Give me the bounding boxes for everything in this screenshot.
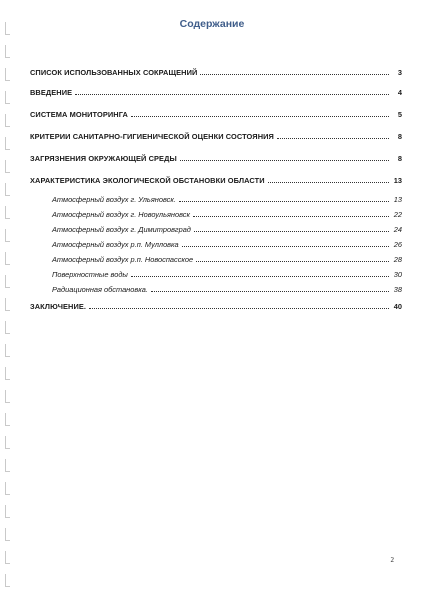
dot-leader [268, 182, 389, 183]
toc-entry-page: 3 [397, 68, 402, 77]
page-number: 2 [390, 556, 394, 564]
binding-mark [5, 505, 10, 518]
toc-subsection-entry [52, 195, 402, 204]
toc-section-entry [30, 68, 402, 77]
toc-entry-label: Радиационная обстановка. [52, 285, 148, 294]
dot-leader [179, 201, 389, 202]
binding-holes [0, 22, 14, 592]
toc-subsection-entry [52, 270, 402, 279]
toc-entry-page: 24 [393, 225, 402, 234]
toc-section-entry [30, 176, 402, 185]
dot-leader [75, 94, 389, 95]
toc-entry-label: Атмосферный воздух р.п. Мулловка [52, 240, 179, 249]
toc-entry-label: Поверхностные воды [52, 270, 128, 279]
dot-leader [277, 138, 389, 139]
binding-mark [5, 206, 10, 219]
toc-subsection-entry [52, 240, 402, 249]
dot-leader [131, 116, 389, 117]
toc-entry-label: ВВЕДЕНИЕ [30, 88, 73, 97]
binding-mark [5, 551, 10, 564]
binding-mark [5, 183, 10, 196]
toc-entry-label: ХАРАКТЕРИСТИКА ЭКОЛОГИЧЕСКОЙ ОБСТАНОВКИ ОБЛАСТИ [30, 176, 265, 185]
dot-leader [180, 160, 389, 161]
toc-entry-label: СПИСОК ИСПОЛЬЗОВАННЫХ СОКРАЩЕНИЙ [30, 68, 198, 77]
toc-entry-page: 13 [393, 195, 402, 204]
toc-subsection-entry [52, 255, 402, 264]
binding-mark [5, 252, 10, 265]
dot-leader [89, 308, 389, 309]
toc-subsection-entry [52, 285, 402, 294]
page-title: Содержание [179, 18, 245, 30]
toc-entry-page: 30 [393, 270, 402, 279]
binding-mark [5, 68, 10, 81]
binding-mark [5, 344, 10, 357]
binding-mark [5, 436, 10, 449]
binding-mark [5, 137, 10, 150]
toc-entry-page: 8 [397, 154, 402, 163]
dot-leader [193, 216, 389, 217]
toc-section-entry [30, 110, 402, 119]
binding-mark [5, 275, 10, 288]
binding-mark [5, 367, 10, 380]
binding-mark [5, 528, 10, 541]
binding-mark [5, 390, 10, 403]
binding-mark [5, 321, 10, 334]
toc-entry-page: 5 [397, 110, 402, 119]
toc-entry-label: СИСТЕМА МОНИТОРИНГА [30, 110, 128, 119]
toc-entry-page: 8 [397, 132, 402, 141]
toc-entry-page: 38 [393, 285, 402, 294]
toc-section-entry [30, 132, 402, 141]
dot-leader [151, 291, 389, 292]
toc-entry-page: 26 [393, 240, 402, 249]
toc-entry-page: 28 [393, 255, 402, 264]
toc-entry-page: 22 [393, 210, 402, 219]
toc-entry-label: ЗАГРЯЗНЕНИЯ ОКРУЖАЮЩЕЙ СРЕДЫ [30, 154, 177, 163]
toc-section-entry [30, 88, 402, 97]
toc-entry-page: 13 [393, 176, 402, 185]
binding-mark [5, 413, 10, 426]
toc-entry-label: Атмосферный воздух г. Новоульяновск [52, 210, 190, 219]
toc-entry-label: КРИТЕРИИ САНИТАРНО-ГИГИЕНИЧЕСКОЙ ОЦЕНКИ СОСТОЯНИЯ [30, 132, 274, 141]
toc-entry-page: 40 [393, 302, 402, 311]
dot-leader [131, 276, 389, 277]
binding-mark [5, 114, 10, 127]
binding-mark [5, 459, 10, 472]
toc-subsection-entry [52, 225, 402, 234]
binding-mark [5, 298, 10, 311]
binding-mark [5, 229, 10, 242]
toc-subsection-entry [52, 210, 402, 219]
toc-entry-label: Атмосферный воздух г. Димитровград [52, 225, 191, 234]
binding-mark [5, 91, 10, 104]
dot-leader [200, 74, 389, 75]
toc-entry-page: 4 [397, 88, 402, 97]
dot-leader [196, 261, 389, 262]
toc-entry-label: Атмосферный воздух г. Ульяновск. [52, 195, 176, 204]
binding-mark [5, 45, 10, 58]
toc-section-entry [30, 302, 402, 311]
binding-mark [5, 482, 10, 495]
toc-section-entry [30, 154, 402, 163]
dot-leader [182, 246, 389, 247]
binding-mark [5, 574, 10, 587]
toc-entry-label: ЗАКЛЮЧЕНИЕ. [30, 302, 87, 311]
binding-mark [5, 160, 10, 173]
toc-entry-label: Атмосферный воздух р.п. Новоспасское [52, 255, 194, 264]
dot-leader [194, 231, 389, 232]
